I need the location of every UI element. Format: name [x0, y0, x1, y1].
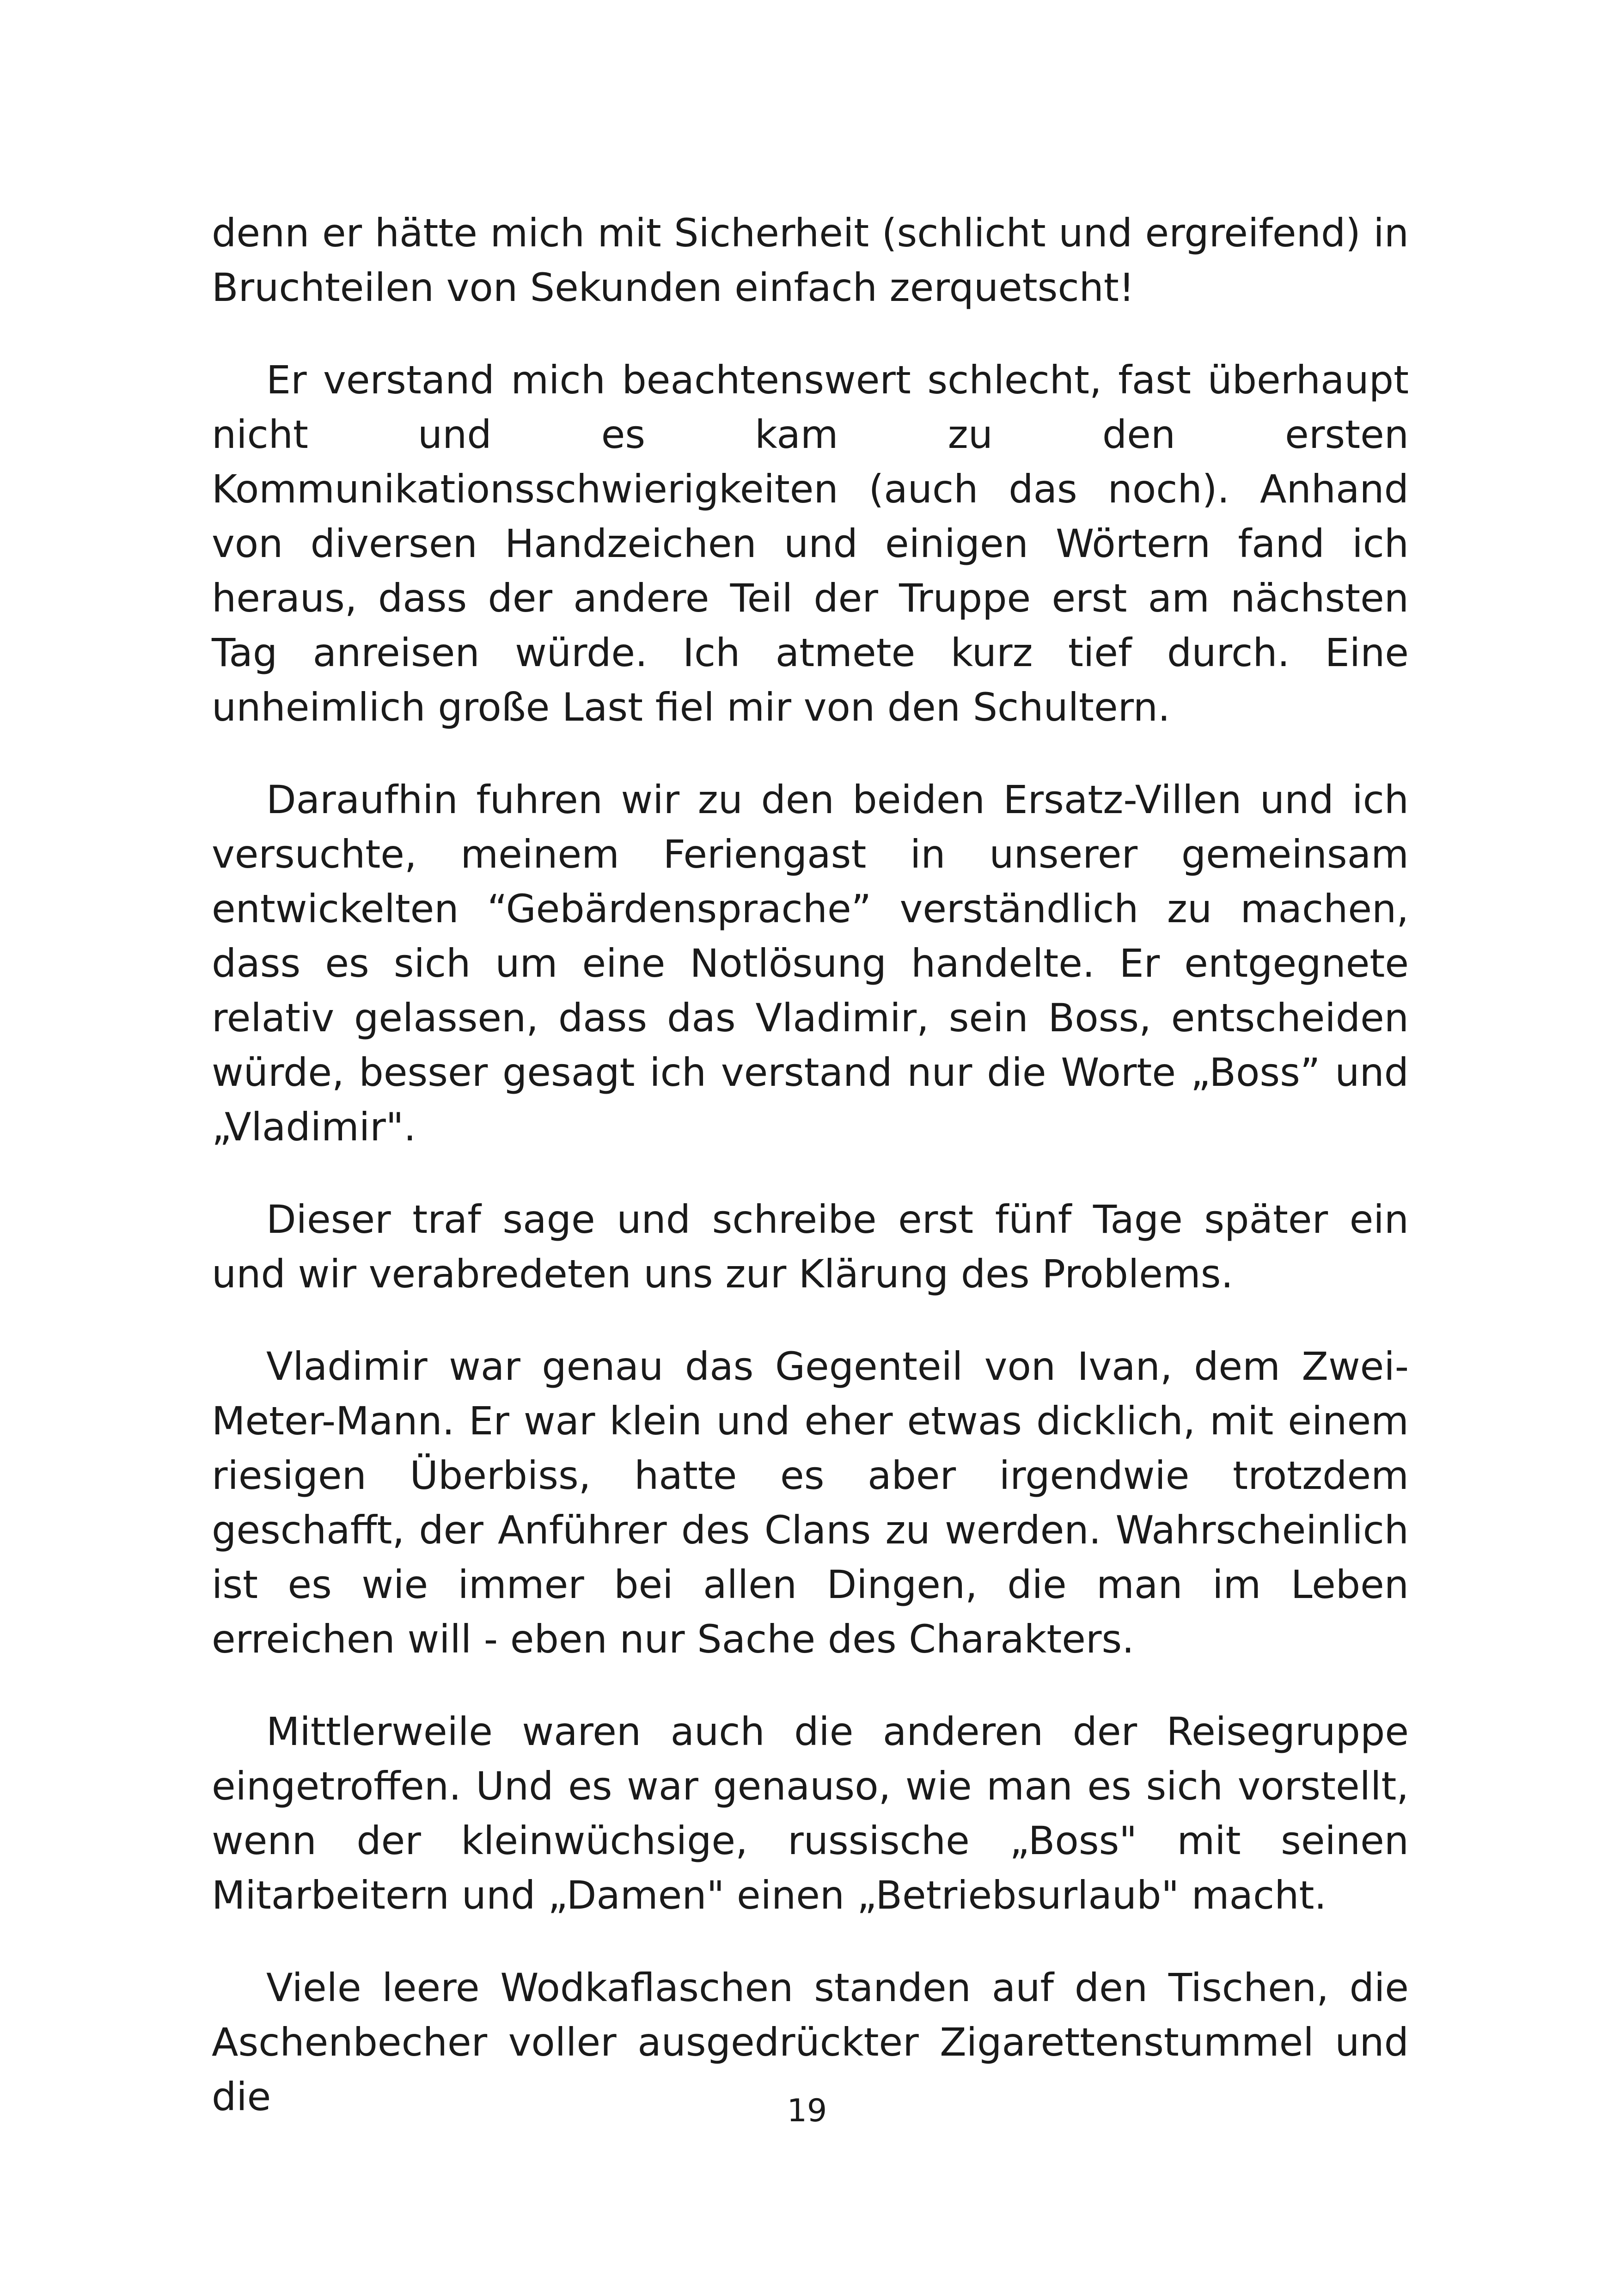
- paragraph-3: Daraufhin fuhren wir zu den beiden Ersatz-Villen und ich versuchte, meinem Feriengast in unserer gemeinsam entwickelten “Gebärdensprache” verständlich zu machen, dass es sich um eine Notlösung handelte. Er entgegnete relativ gelassen, dass das Vladimir, sein Boss, entscheiden würde, besser gesagt ich verstand nur die Worte „Boss” und „Vladimir".: [212, 777, 1409, 1150]
- paragraph-5: Vladimir war genau das Gegenteil von Ivan, dem Zwei-Meter-Mann. Er war klein und eher etwas dicklich, mit einem riesigen Überbiss, hatte es aber irgendwie trotzdem geschafft, der Anführer des Clans zu werden. Wahrscheinlich ist es wie immer bei allen Dingen, die man im Leben erreichen will - eben nur Sache des Charakters.: [212, 1344, 1409, 1662]
- page-body: [212, 206, 1409, 2124]
- page-number: 19: [787, 2093, 827, 2129]
- paragraph-7: Viele leere Wodkaflaschen standen auf den Tischen, die Aschenbecher voller ausgedrückter Zigarettenstummel und die: [212, 1965, 1409, 2119]
- paragraph-2: Er verstand mich beachtenswert schlecht, fast überhaupt nicht und es kam zu den ersten Kommunikationsschwierigkeiten (auch das noch). Anhand von diversen Handzeichen und einigen Wörtern fand ich heraus, dass der andere Teil der Truppe erst am nächsten Tag anreisen würde. Ich atmete kurz tief durch. Eine unheimlich große Last fiel mir von den Schultern.: [212, 357, 1409, 730]
- paragraph-1: denn er hätte mich mit Sicherheit (schlicht und ergreifend) in Bruchteilen von Sekunden einfach zerquetscht!: [212, 210, 1409, 310]
- paragraph-6: Mittlerweile waren auch die anderen der Reisegruppe eingetroffen. Und es war genauso, wie man es sich vorstellt, wenn der kleinwüchsige, russische „Boss" mit seinen Mitarbeitern und „Damen" einen „Betriebsurlaub" macht.: [212, 1709, 1409, 1918]
- paragraph-4: Dieser traf sage und schreibe erst fünf Tage später ein und wir verabredeten uns zur Klärung des Problems.: [212, 1197, 1409, 1297]
